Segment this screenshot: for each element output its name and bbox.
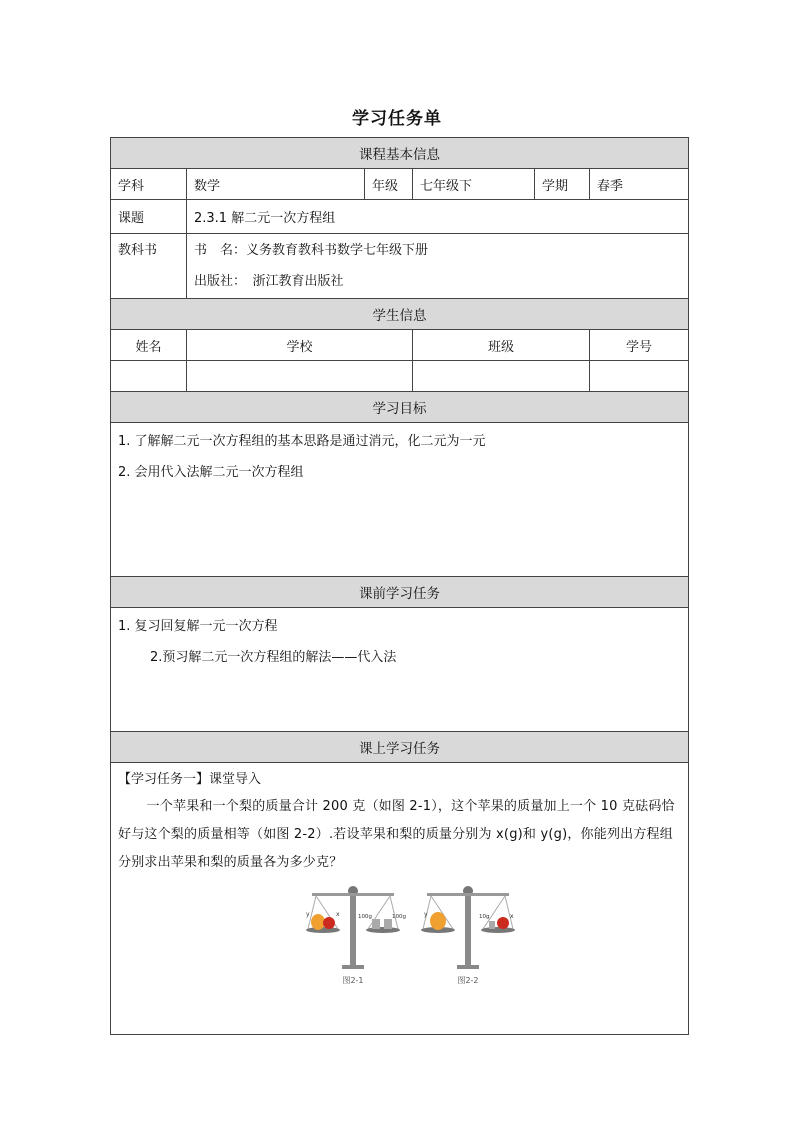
student-id-column-header: 学号: [590, 330, 689, 361]
weight-label: 10g: [479, 914, 490, 920]
pear-label: y: [424, 911, 428, 918]
textbook-label: 教科书: [111, 234, 187, 299]
student-id-field[interactable]: [590, 361, 689, 392]
school-column-header: 学校: [187, 330, 413, 361]
apple-icon: [497, 917, 509, 929]
task1-text: 一个苹果和一个梨的质量合计 200 克（如图 2-1），这个苹果的质量加上一个 10 克砝码恰好与这个梨的质量相等（如图 2-2）.若设苹果和梨的质量分别为 x(g)和 y(g)，你能列出方程组分别求出苹果和梨的质量各为多少克？: [118, 799, 675, 870]
pre-task-item: 2.预习解二元一次方程组的解法——代入法: [150, 650, 397, 665]
weight-label: 100g: [392, 914, 406, 920]
balance-figures: [118, 883, 681, 993]
apple-label: x: [336, 911, 340, 918]
subject-value: 数学: [187, 169, 365, 200]
student-info-header: 学生信息: [111, 299, 689, 330]
weight-icon: [384, 919, 392, 929]
balance-scale-figure-1: [298, 883, 408, 993]
pre-tasks-header: 课前学习任务: [111, 577, 689, 608]
apple-label: x: [510, 913, 514, 920]
term-value: 春季: [590, 169, 689, 200]
goal-item: 1. 了解解二元一次方程组的基本思路是通过消元，化二元为一元: [118, 434, 486, 449]
textbook-book-line: 书 名：义务教育教科书数学七年级下册: [194, 243, 429, 258]
grade-value: 七年级下: [413, 169, 535, 200]
weight-icon: [372, 919, 380, 929]
weight-label: 100g: [358, 914, 372, 920]
figure-caption: 图2-2: [457, 976, 479, 985]
balance-scale-figure-2: [413, 883, 523, 993]
term-label: 学期: [535, 169, 590, 200]
page-title: 学习任务单: [352, 109, 442, 129]
pear-icon: [311, 914, 325, 930]
topic-label: 课题: [111, 200, 187, 234]
course-info-header: 课程基本信息: [111, 138, 689, 169]
textbook-publisher-line: 出版社： 浙江教育出版社: [194, 274, 344, 289]
name-column-header: 姓名: [111, 330, 187, 361]
topic-value: 2.3.1 解二元一次方程组: [187, 200, 689, 234]
task-sheet-table: [110, 137, 689, 1035]
class-column-header: 班级: [413, 330, 590, 361]
grade-label: 年级: [365, 169, 413, 200]
class-tasks-header: 课上学习任务: [111, 732, 689, 763]
figure-caption: 图2-1: [342, 976, 364, 985]
pre-task-item: 1. 复习回复解一元一次方程: [118, 619, 278, 634]
subject-label: 学科: [111, 169, 187, 200]
pear-label: y: [306, 911, 310, 918]
goal-item: 2. 会用代入法解二元一次方程组: [118, 465, 304, 480]
name-field[interactable]: [111, 361, 187, 392]
task1-title: 【学习任务一】课堂导入: [118, 772, 262, 787]
goals-header: 学习目标: [111, 392, 689, 423]
weight-icon: [489, 921, 495, 929]
apple-icon: [323, 917, 335, 929]
school-field[interactable]: [187, 361, 413, 392]
pear-icon: [430, 912, 446, 930]
class-field[interactable]: [413, 361, 590, 392]
